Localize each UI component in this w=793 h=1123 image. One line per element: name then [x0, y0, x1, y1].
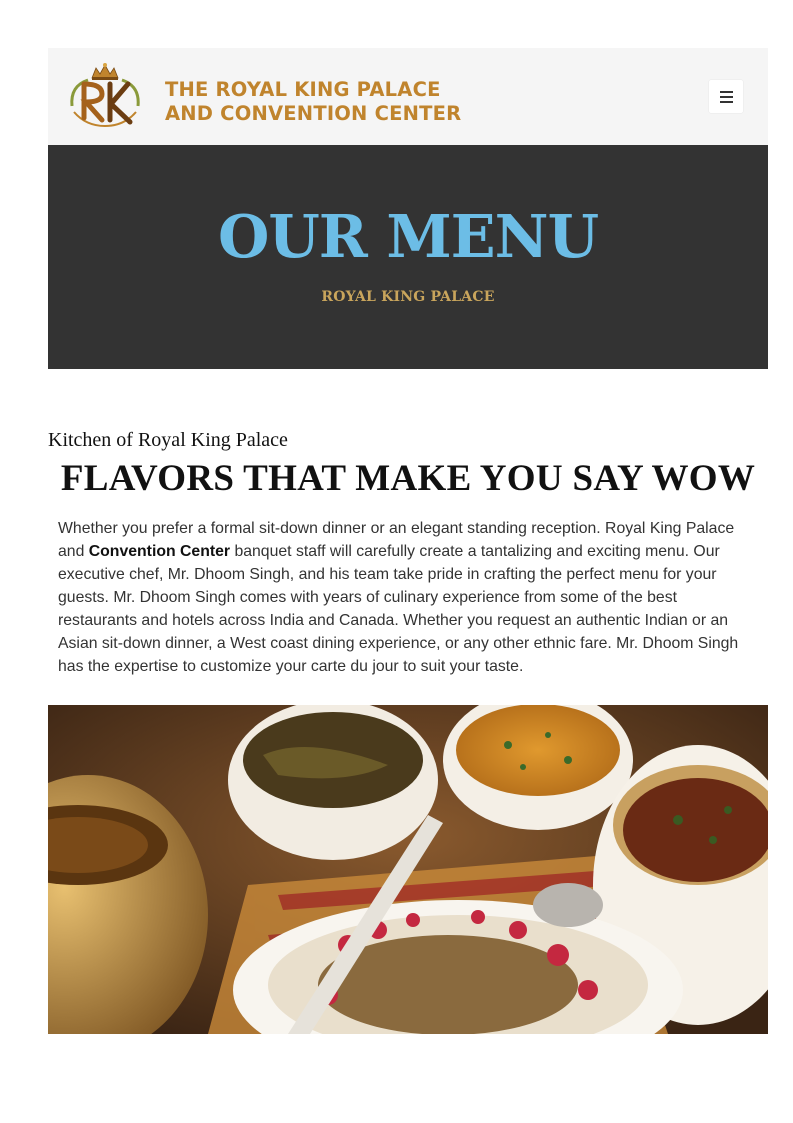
rk-monogram-icon: [62, 62, 148, 130]
site-header: [48, 48, 768, 145]
intro-text-bold: Convention Center: [88, 543, 231, 560]
page-title: OUR MENU: [217, 202, 599, 271]
section-kicker: Kitchen of Royal King Palace: [48, 429, 288, 451]
food-image: [48, 705, 768, 1034]
intro-text-2: banquet staff will carefully create a tantalizing and exciting menu. Our executive chef, Mr. Dhoom Singh, and his team take pride in crafting the perfect menu for your guests. Mr. Dhoom Singh comes with years of culinary experience from some of the best restaurants and hotels across India and Canada. Whether you request an authentic Indian or an Asian sit-down dinner, a West coast dining experience, or any other ethnic fare. Mr. Dhoom Singh has the expertise to customize your carte du jour to suit your taste.: [58, 543, 739, 675]
food-photo: [48, 705, 768, 1034]
section-heading: FLAVORS THAT MAKE YOU SAY WOW: [60, 458, 756, 499]
intro-text-1: Whether you prefer a formal sit-down dinner or an elegant standing reception. Royal King Palace and: [58, 520, 735, 560]
hamburger-icon: [720, 89, 733, 104]
intro-paragraph: [58, 517, 758, 678]
page-banner: [48, 145, 768, 369]
brand-line-2: AND CONVENTION CENTER: [165, 102, 462, 125]
menu-toggle-button[interactable]: [709, 80, 743, 113]
brand-name[interactable]: [165, 78, 461, 126]
page-subtitle: ROYAL KING PALACE: [321, 289, 495, 305]
page-frame: [48, 48, 768, 1034]
brand-line-1: THE ROYAL KING PALACE: [165, 78, 441, 101]
logo[interactable]: [62, 62, 148, 130]
intro-section: [48, 427, 768, 678]
